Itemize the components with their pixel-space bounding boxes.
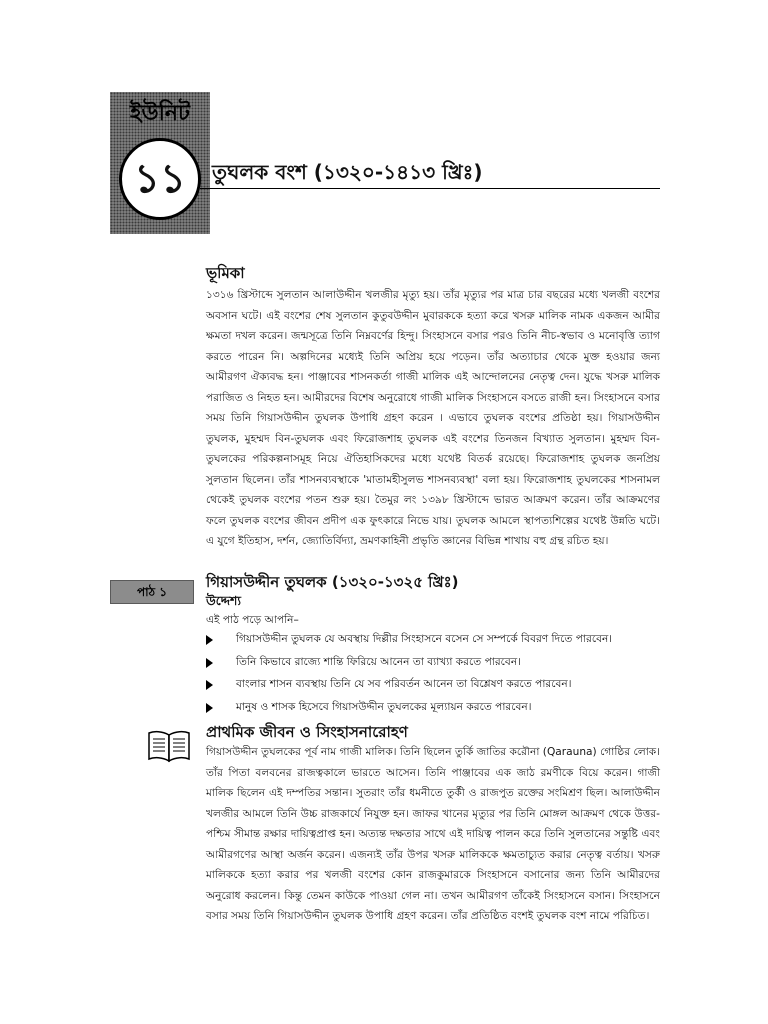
bullet-icon xyxy=(206,635,213,645)
bullet-icon xyxy=(206,658,213,668)
objective-item xyxy=(206,673,666,696)
lesson-label-box: পাঠ ১ xyxy=(110,580,194,604)
objective-text: তিনি কিভাবে রাজ্যে শান্তি ফিরিয়ে আনেন তা ব্যাখ্যা করতে পারবেন। xyxy=(236,655,521,668)
bullet-icon xyxy=(206,703,213,713)
objective-item xyxy=(206,696,666,719)
intro-heading: ভূমিকা xyxy=(206,264,245,282)
intro-paragraph: ১৩১৬ খ্রিস্টাব্দে সুলতান আলাউদ্দীন খলজীর মৃত্যু হয়। তাঁর মৃত্যুর পর মাত্র চার বছরের মধ্যে খলজী বংশের অবসান ঘটে। এই বংশের শেষ সুলতান কুতুবউদ্দীন মুবারককে হত্যা করে খসরু মালিক নামক একজন আমীর ক্ষমতা দখল করেন। জন্মসূত্রে তিনি নিম্নবর্ণের হিন্দু। সিংহাসনে বসার পরও তিনি নীচ-স্বভাব ও মনোবৃত্তি ত্যাগ করতে পারেন নি। অল্পদিনের মধ্যেই তিনি অপ্রিয় হয়ে পড়েন। তাঁর অত্যাচার থেকে মুক্ত হওয়ার জন্য আমীরগণ ঐক্যবদ্ধ হন। পাঞ্জাবের শাসনকর্তা গাজী মালিক এই আন্দোলনের নেতৃত্ব দেন। যুদ্ধে খসরু মালিক পরাজিত ও নিহত হন। আমীরদের বিশেষ অনুরোধে গাজী মালিক সিংহাসনে বসতে রাজী হন। সিংহাসনে বসার সময় তিনি গিয়াসউদ্দীন তুঘলক উপাধি গ্রহণ করেন । এভাবে তুঘলক বংশের প্রতিষ্ঠা হয়। গিয়াসউদ্দীন তুঘলক, মুহম্মদ বিন-তুঘলক এবং ফিরোজশাহ তুঘলক এই বংশের তিনজন বিখ্যাত সুলতান। মুহম্মদ বিন-তুঘলকের পরিকল্পনাসমূহ নিয়ে ঐতিহাসিকদের মধ্যে যথেষ্ট বিতর্ক রয়েছে। ফিরোজশাহ তুঘলক জনপ্রিয় সুলতান ছিলেন। তাঁর শাসনব্যবস্থাকে 'মাতামহীসুলভ শাসনব্যবস্থা' বলা হয়। ফিরোজশাহ তুঘলকের শাসনামল থেকেই তুঘলক বংশের পতন শুরু হয়। তৈমুর লং ১৩৯৮ খ্রিস্টাব্দে ভারত আক্রমণ করেন। তাঁর আক্রমণের ফলে তুঘলক বংশের জীবন প্রদীপ এক ফুৎকারে নিভে যায়। তুঘলক আমলে স্থাপত্যশিল্পের যথেষ্ট উন্নতি ঘটে। এ যুগে ইতিহাস, দর্শন, জ্যোতির্বিদ্যা, ভ্রমণকাহিনী প্রভৃতি জ্ঞানের বিভিন্ন শাখায় বহু গ্রন্থ রচিত হয়। xyxy=(206,289,660,547)
unit-badge xyxy=(110,92,210,234)
objective-text: গিয়াসউদ্দীন তুঘলক যে অবস্থায় দিল্লীর সিংহাসনে বসেন সে সম্পর্কে বিবরণ দিতে পারবেন। xyxy=(236,633,613,645)
objective-item xyxy=(206,651,666,674)
objectives-lead: এই পাঠ পড়ে আপনি– xyxy=(206,614,299,626)
unit-label: ইউনিট xyxy=(130,101,190,126)
section-heading: প্রাথমিক জীবন ও সিংহাসনারোহণ xyxy=(206,723,408,741)
unit-number: ১১ xyxy=(119,138,201,220)
objective-text: বাংলার শাসন ব্যবস্থায় তিনি যে সব পরিবর্তন আনেন তা বিশ্লেষণ করতে পারবেন। xyxy=(236,678,572,691)
objective-item xyxy=(206,628,666,651)
lesson-title: গিয়াসউদ্দীন তুঘলক (১৩২০-১৩২৫ খ্রিঃ) xyxy=(206,573,459,591)
objectives-list xyxy=(206,628,666,719)
section-paragraph: গিয়াসউদ্দীন তুঘলকের পূর্ব নাম গাজী মালিক। তিনি ছিলেন তুর্কি জাতির করৌনা (Qarauna) গোষ্ঠির লোক। তাঁর পিতা বলবনের রাজত্বকালে ভারতে আসেন। তিনি পাঞ্জাবের এক জাঠ রমণীকে বিয়ে করেন। গাজী মালিক ছিলেন এই দম্পতির সন্তান। সুতরাং তাঁর ধমনীতে তুর্কী ও রাজপুত রক্তের সংমিশ্রণ ছিল। আলাউদ্দীন খলজীর আমলে তিনি উচ্চ রাজকার্যে নিযুক্ত হন। জাফর খানের মৃত্যুর পর তিনি মোঙ্গল আক্রমণ থেকে উত্তর-পশ্চিম সীমান্ত রক্ষার দায়িত্বপ্রাপ্ত হন। অত্যন্ত দক্ষতার সাথে এই দায়িত্ব পালন করে তিনি সুলতানের সন্তুষ্টি এবং আমীরগণের আস্থা অর্জন করেন। এজন্যই তাঁর উপর খসরু মালিককে ক্ষমতাচ্যুত করার নেতৃত্ব বর্তায়। খসরু মালিককে হত্যা করার পর খলজী বংশের কোন রাজকুমারকে সিংহাসনে বসানোর জন্য তিনি আমীরদের অনুরোধ করলেন। কিন্তু তেমন কাউকে পাওয়া গেল না। তখন আমীরগণ তাঁকেই সিংহাসনে বসান। সিংহাসনে বসার সময় তিনি গিয়াসউদ্দীন তুঘলক উপাধি গ্রহণ করেন। তাঁর প্রতিষ্ঠিত বংশই তুঘলক বংশ নামে পরিচিত। xyxy=(206,746,660,922)
objectives-heading: উদ্দেশ্য xyxy=(206,593,242,608)
chapter-title: তুঘলক বংশ (১৩২০-১৪১৩ খ্রিঃ) xyxy=(212,160,483,184)
bullet-icon xyxy=(206,680,213,690)
open-book-icon xyxy=(146,728,192,764)
title-underline xyxy=(200,188,660,189)
objective-text: মানুষ ও শাসক হিসেবে গিয়াসউদ্দীন তুঘলকের মূল্যায়ন করতে পারবেন। xyxy=(236,701,532,714)
